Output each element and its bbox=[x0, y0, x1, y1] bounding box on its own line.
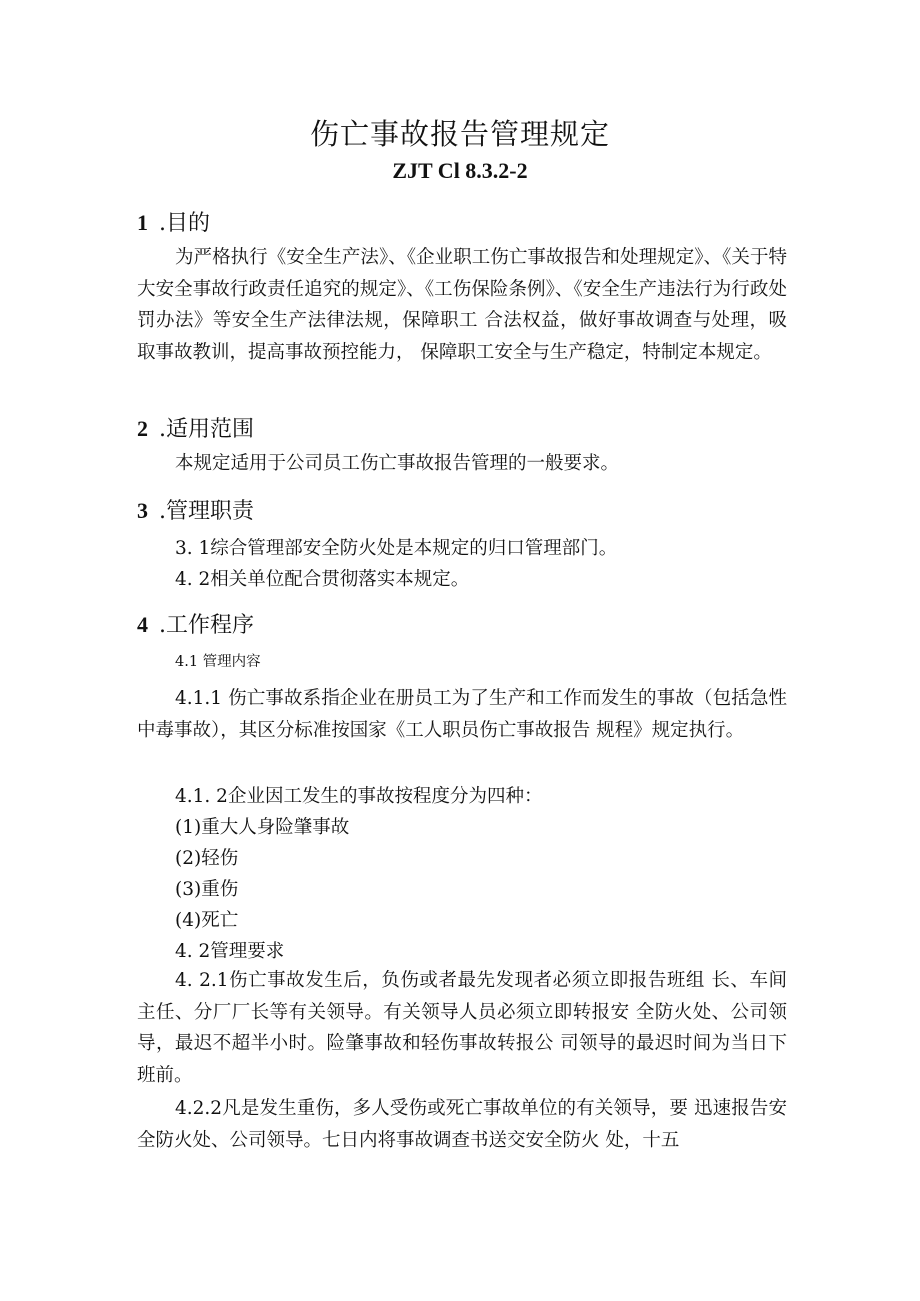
document-title: 伤亡事故报告管理规定 bbox=[309, 117, 610, 151]
clause-4-1-2: 4.1. 2企业因工发生的事故按程度分为四种： bbox=[175, 786, 543, 807]
section-heading-responsibility bbox=[137, 494, 254, 525]
accident-type-item: (1)重大人身险肇事故 bbox=[175, 817, 350, 838]
accident-type-item: (2)轻伤 bbox=[175, 848, 239, 869]
section-title: .适用范围 bbox=[159, 417, 254, 442]
clause-4-2-2: 4.2.2凡是发生重伤，多人受伤或死亡事故单位的有关领导，要 迅速报告安全防火处、公司领导。七日内将事故调查书送交安全防火 处，十五 bbox=[137, 1098, 787, 1151]
clause-4-1-1: 4.1.1 伤亡事故系指企业在册员工为了生产和工作而发生的事故（包括急性中毒事故），其区分标准按国家《工人职员伤亡事故报告 规程》规定执行。 bbox=[137, 688, 787, 741]
section-title: .目的 bbox=[159, 211, 210, 236]
section-number: 2 bbox=[137, 416, 148, 441]
section-heading-scope bbox=[137, 412, 254, 443]
subsection-heading: 4.1 管理内容 bbox=[175, 654, 261, 670]
document-code: ZJT Cl 8.3.2-2 bbox=[392, 158, 528, 183]
accident-type-item: (3)重伤 bbox=[175, 879, 239, 900]
section-heading-purpose bbox=[137, 206, 210, 237]
section-title: .工作程序 bbox=[159, 613, 254, 638]
section-number: 3 bbox=[137, 498, 148, 523]
clause-4-2-1: 4. 2.1伤亡事故发生后，负伤或者最先发现者必须立即报告班组 长、车间主任、分厂厂长等有关领导。有关领导人员必须立即转报安 全防火处、公司领导，最迟不超半小时。险肇事故和轻伤事故转报公 司领导的最迟时间为当日下班前。 bbox=[137, 970, 787, 1086]
section-number: 4 bbox=[137, 612, 148, 637]
section-heading-procedure bbox=[137, 608, 254, 639]
accident-type-item: (4)死亡 bbox=[175, 910, 239, 931]
subsection-heading: 4. 2管理要求 bbox=[175, 941, 285, 962]
section-title: .管理职责 bbox=[159, 499, 254, 524]
section-number: 1 bbox=[137, 210, 148, 235]
responsibility-item: 3. 1综合管理部安全防火处是本规定的归口管理部门。 bbox=[175, 538, 618, 559]
scope-paragraph: 本规定适用于公司员工伤亡事故报告管理的一般要求。 bbox=[175, 453, 620, 474]
responsibility-item: 4. 2相关单位配合贯彻落实本规定。 bbox=[175, 569, 470, 590]
purpose-paragraph: 为严格执行《安全生产法》、《企业职工伤亡事故报告和处理规定》、《关于特大安全事故行政责任追究的规定》、《工伤保险条例》、《安全生产违法行为行政处罚办法》等安全生产法律法规，保障职工 合法权益，做好事故调查与处理，吸取事故教训，提高事故预控能力， 保障职工安全与生产稳定，特制定本规定。 bbox=[137, 247, 787, 363]
